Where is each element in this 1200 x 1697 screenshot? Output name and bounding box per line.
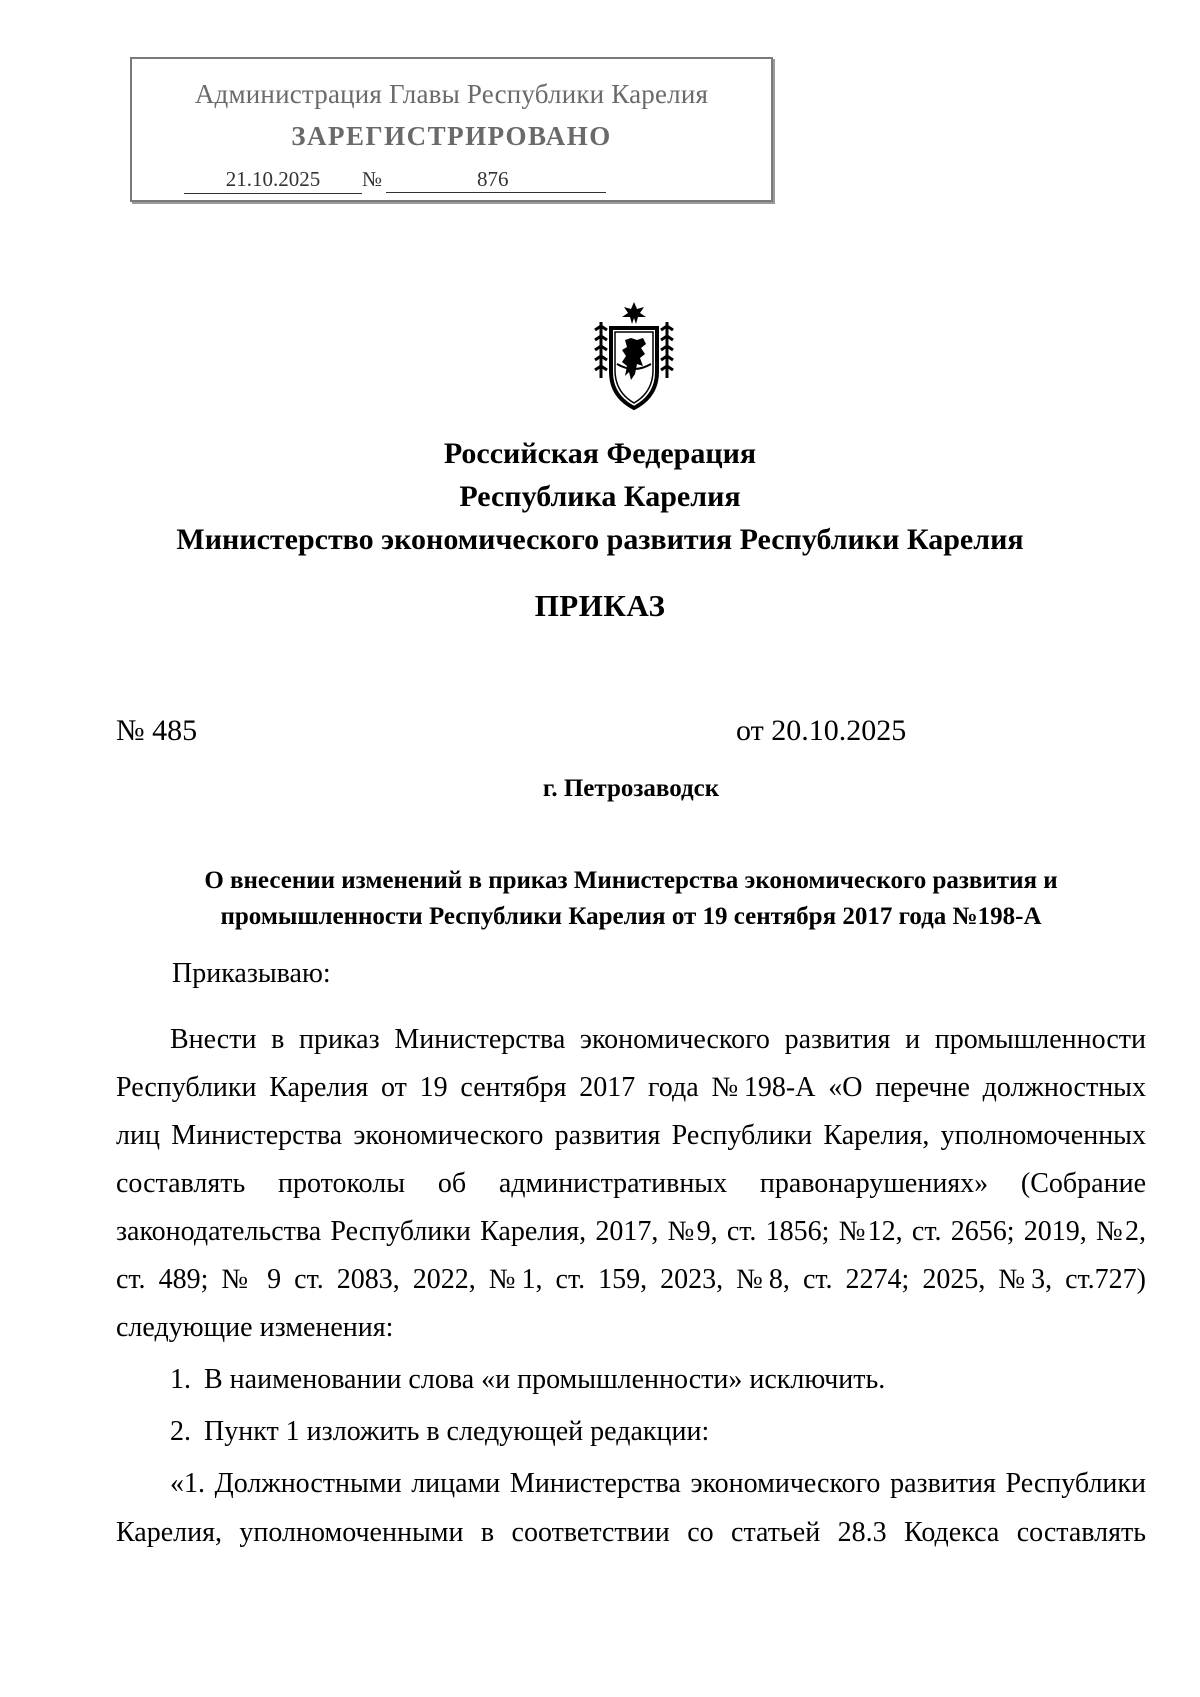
stamp-number-label: №	[362, 167, 383, 191]
body-line: «1. Должностными лицами Министерства экономического развития Республики	[170, 1468, 1146, 1499]
registration-stamp	[130, 57, 773, 202]
order-subject-line-2: промышленности Республики Карелия от 19 сентября 2017 года №198-А	[220, 903, 1042, 930]
stamp-date: 21.10.2025	[184, 167, 362, 194]
stamp-agency: Администрация Главы Республики Карелия	[194, 79, 709, 109]
list-item	[170, 1360, 885, 1400]
list-item-number: 2.	[170, 1416, 191, 1447]
header-ministry: Министерство экономического развития Республики Карелия	[176, 523, 1024, 556]
list-item-text: В наименовании слова «и промышленности» исключить.	[204, 1364, 886, 1395]
body-line: Внести в приказ Министерства экономического развития и промышленности	[170, 1024, 1146, 1055]
body-line: следующие изменения:	[116, 1312, 394, 1343]
stamp-status: ЗАРЕГИСТРИРОВАНО	[291, 121, 612, 151]
body-line: законодательства Республики Карелия, 2017, №9, ст. 1856; №12, ст. 2656; 2019, №2,	[116, 1216, 1146, 1247]
body-line: лиц Министерства экономического развития Республики Карелия, уполномоченных	[116, 1120, 1146, 1151]
order-number: № 485	[116, 714, 198, 747]
header-region: Республика Карелия	[459, 480, 741, 513]
order-subject-line-1: О внесении изменений в приказ Министерства экономического развития и	[204, 867, 1058, 894]
order-directive-word: Приказываю:	[172, 958, 331, 989]
karelia-coat-of-arms-icon	[591, 300, 677, 412]
body-line: ст. 489; № 9 ст. 2083, 2022, №1, ст. 159, 2023, №8, ст. 2274; 2025, №3, ст.727)	[116, 1264, 1146, 1295]
order-city: г. Петрозаводск	[542, 775, 720, 802]
list-item-number: 1.	[170, 1364, 191, 1395]
order-date: от 20.10.2025	[736, 714, 907, 747]
order-subject	[116, 863, 1146, 935]
body-line: Республики Карелия от 19 сентября 2017 года №198-А «О перечне должностных	[116, 1072, 1146, 1103]
body-line: составлять протоколы об административных правонарушениях» (Собрание	[116, 1168, 1146, 1199]
list-item	[170, 1412, 709, 1452]
body-line: Карелия, уполномоченными в соответствии со статьей 28.3 Кодекса составлять	[116, 1517, 1146, 1548]
header-country: Российская Федерация	[443, 437, 757, 470]
list-item-text: Пункт 1 изложить в следующей редакции:	[204, 1416, 710, 1447]
stamp-number: 876	[386, 167, 606, 193]
document-type-title: ПРИКАЗ	[534, 588, 666, 623]
